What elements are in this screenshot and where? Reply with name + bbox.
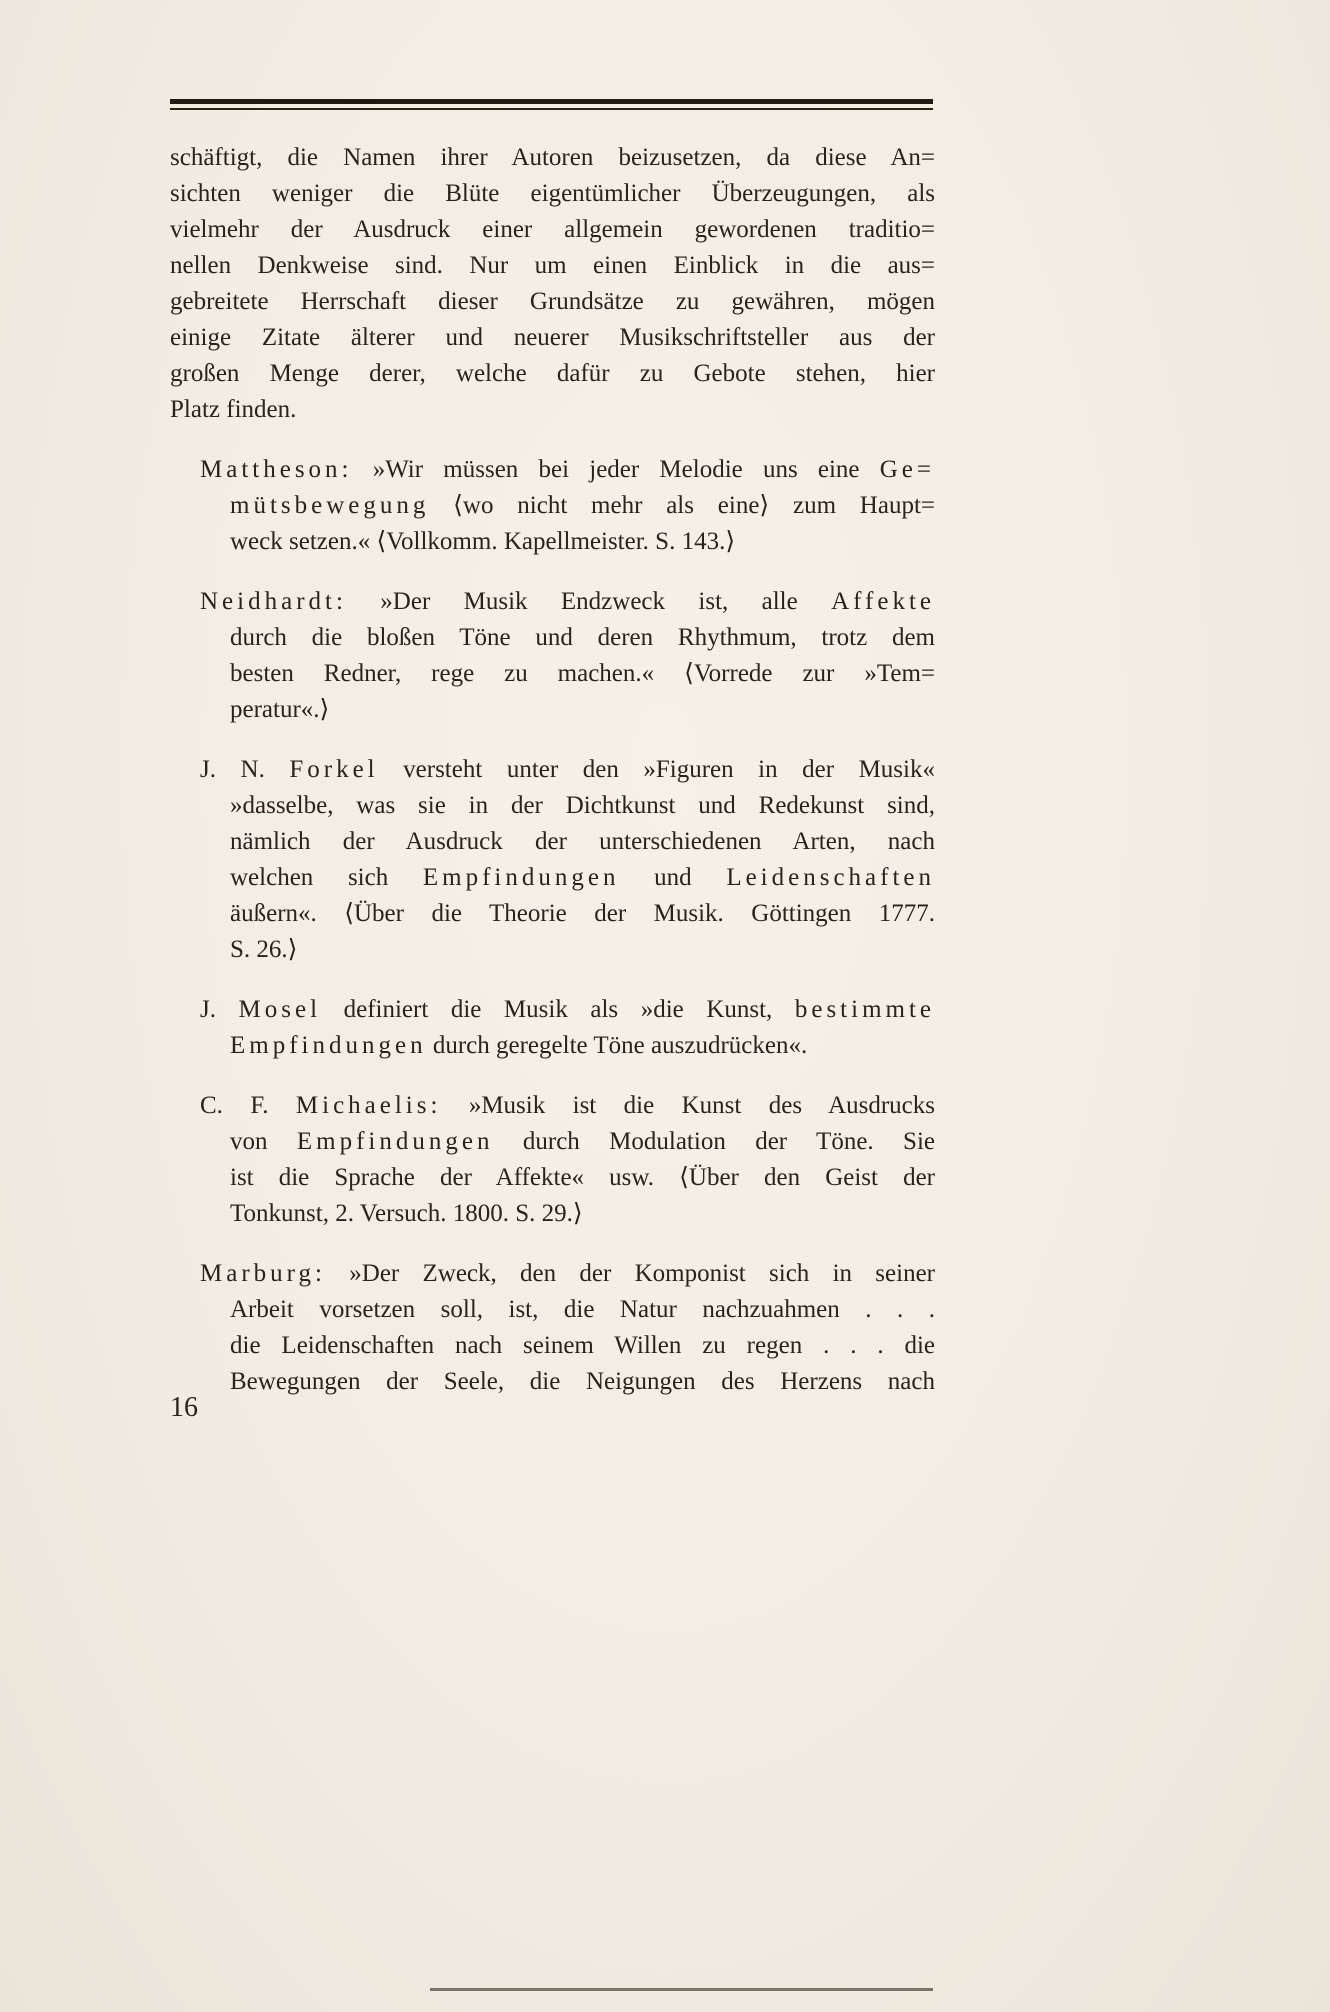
intro-paragraph (170, 140, 935, 428)
text-line (230, 824, 935, 860)
text-segment: durch geregelte Töne auszudrücken«. (426, 1032, 808, 1059)
text-line (200, 584, 935, 620)
text-line (230, 932, 935, 968)
text-line (230, 656, 935, 692)
text-line (230, 1364, 935, 1400)
text-segment: peratur«.⟩ (230, 696, 330, 723)
text-segment: Arbeit vorsetzen soll, ist, die Natur nachzuahmen . . . (230, 1296, 935, 1323)
text-line (230, 1124, 935, 1160)
text-segment: weck setzen.« ⟨Vollkomm. Kapellmeister. S. 143.⟩ (230, 528, 736, 555)
text-line (170, 284, 935, 320)
text-segment: »Musik ist die Kunst des Ausdrucks (441, 1092, 935, 1119)
text-segment: Platz finden. (170, 396, 297, 423)
text-line (230, 860, 935, 896)
text-segment: definiert die Musik als »die Kunst, (321, 996, 795, 1023)
text-line (170, 248, 935, 284)
text-segment: und (619, 864, 727, 891)
text-segment: nämlich der Ausdruck der unterschiedenen Arten, nach (230, 828, 935, 855)
quote-marburg (170, 1256, 935, 1400)
quote-mattheson (170, 452, 935, 560)
quote-mosel (170, 992, 935, 1064)
text-line (170, 356, 935, 392)
letterspaced-text: mütsbewegung (230, 492, 430, 519)
letterspaced-text: Forkel (289, 756, 379, 783)
text-line (200, 752, 935, 788)
letterspaced-text: Marburg: (200, 1260, 326, 1287)
text-segment: durch Modulation der Töne. Sie (493, 1128, 936, 1155)
text-line (170, 176, 935, 212)
letterspaced-text: Empfindungen (296, 1128, 494, 1155)
text-segment: versteht unter den »Figuren in der Musik« (378, 756, 935, 783)
text-line (170, 140, 935, 176)
text-segment: besten Redner, rege zu machen.« ⟨Vorrede zur »Tem= (230, 660, 935, 687)
text-line (230, 1160, 935, 1196)
text-line (200, 452, 935, 488)
letterspaced-text: Neidhardt: (200, 588, 347, 615)
text-line (230, 1292, 935, 1328)
text-line (170, 392, 935, 428)
text-line (230, 1328, 935, 1364)
text-segment: C. F. (200, 1092, 296, 1119)
letterspaced-text: Mosel (238, 996, 322, 1023)
quote-neidhardt (170, 584, 935, 728)
text-line (200, 992, 935, 1028)
letterspaced-text: Empfindungen (422, 864, 620, 891)
text-line (170, 212, 935, 248)
text-segment: einige Zitate älterer und neuerer Musikschriftsteller aus der (170, 324, 935, 351)
text-line (230, 896, 935, 932)
letterspaced-text: Mattheson: (200, 456, 353, 483)
text-line (230, 1028, 935, 1064)
text-segment: S. 26.⟩ (230, 936, 298, 963)
text-segment: »dasselbe, was sie in der Dichtkunst und Redekunst sind, (230, 792, 935, 819)
text-segment: äußern«. ⟨Über die Theorie der Musik. Göttingen 1777. (230, 900, 935, 927)
top-double-rule (170, 99, 933, 110)
text-segment: »Der Zweck, den der Komponist sich in seiner (325, 1260, 935, 1287)
page-number: 16 (170, 1392, 198, 1423)
text-line (230, 692, 935, 728)
text-segment: Bewegungen der Seele, die Neigungen des Herzens nach (230, 1368, 935, 1395)
text-segment: sichten weniger die Blüte eigentümlicher Überzeugungen, als (170, 180, 935, 207)
text-segment: J. N. (200, 756, 290, 783)
text-segment: Tonkunst, 2. Versuch. 1800. S. 29.⟩ (230, 1200, 583, 1227)
text-segment: J. (200, 996, 239, 1023)
text-segment: welchen sich (230, 864, 423, 891)
letterspaced-text: Empfindungen (230, 1032, 427, 1059)
quote-michaelis (170, 1088, 935, 1232)
text-segment: großen Menge derer, welche dafür zu Gebote stehen, hier (170, 360, 935, 387)
text-segment: durch die bloßen Töne und deren Rhythmum, trotz dem (230, 624, 935, 651)
letterspaced-text: bestimmte (794, 996, 936, 1023)
text-segment: die Leidenschaften nach seinem Willen zu regen . . . die (230, 1332, 935, 1359)
text-segment: »Wir müssen bei jeder Melodie uns eine (352, 456, 880, 483)
letterspaced-text: Leidenschaften (726, 864, 936, 891)
text-line (230, 488, 935, 524)
text-line (200, 1088, 935, 1124)
text-segment: ⟨wo nicht mehr als eine⟩ zum Haupt= (429, 492, 935, 519)
letterspaced-text: Ge= (879, 456, 935, 483)
text-line (230, 620, 935, 656)
bottom-rule (430, 1988, 933, 1991)
text-line (170, 320, 935, 356)
text-block (170, 140, 935, 1424)
text-segment: »Der Musik Endzweck ist, alle (346, 588, 832, 615)
text-segment: gebreitete Herrschaft dieser Grundsätze zu gewähren, mögen (170, 288, 935, 315)
text-line (230, 524, 935, 560)
letterspaced-text: Affekte (831, 588, 935, 615)
text-segment: nellen Denkweise sind. Nur um einen Einblick in die aus= (170, 252, 935, 279)
text-segment: schäftigt, die Namen ihrer Autoren beizusetzen, da diese An= (170, 144, 935, 171)
letterspaced-text: Michaelis: (295, 1092, 442, 1119)
text-segment: vielmehr der Ausdruck einer allgemein gewordenen traditio= (170, 216, 935, 243)
text-segment: ist die Sprache der Affekte« usw. ⟨Über den Geist der (230, 1164, 935, 1191)
text-line (230, 788, 935, 824)
text-line (230, 1196, 935, 1232)
text-line (200, 1256, 935, 1292)
quote-forkel (170, 752, 935, 968)
text-segment: von (230, 1128, 297, 1155)
